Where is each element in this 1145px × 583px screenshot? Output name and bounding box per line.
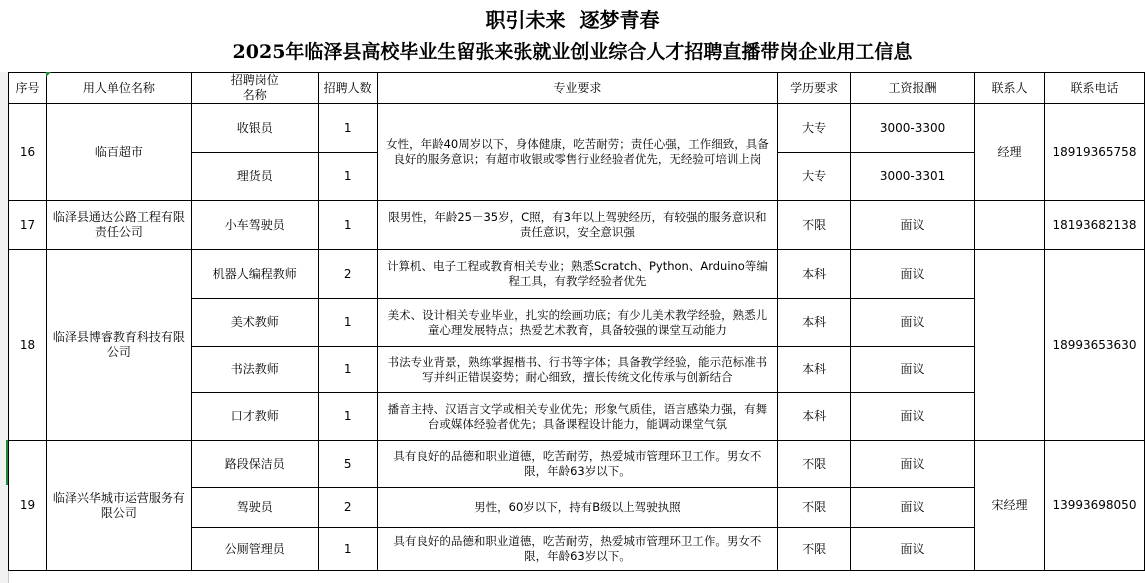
cell-position[interactable]: 书法教师 bbox=[191, 347, 318, 393]
cell-requirement[interactable]: 具有良好的品德和职业道德，吃苦耐劳，热爱城市管理环卫工作。男女不限，年龄63岁以下。 bbox=[377, 528, 778, 571]
sheet-title: 职引未来 逐梦青春 bbox=[485, 8, 660, 32]
cell-requirement[interactable]: 男性，60岁以下，持有B级以上驾驶执照 bbox=[377, 488, 778, 528]
cell-no[interactable]: 18 bbox=[9, 250, 47, 441]
cell-position[interactable]: 小车驾驶员 bbox=[191, 201, 318, 250]
recruitment-table bbox=[8, 72, 1145, 571]
header-education[interactable]: 学历要求 bbox=[778, 73, 851, 104]
cell-count[interactable]: 1 bbox=[318, 201, 377, 250]
cell-count[interactable]: 1 bbox=[318, 347, 377, 393]
header-contact[interactable]: 联系人 bbox=[975, 73, 1045, 104]
header-company[interactable]: 用人单位名称 bbox=[46, 73, 191, 104]
cell-education[interactable]: 本科 bbox=[778, 250, 851, 299]
cell-education[interactable]: 本科 bbox=[778, 347, 851, 393]
cell-requirement[interactable]: 播音主持、汉语言文学或相关专业优先；形象气质佳，语言感染力强，有舞台或媒体经验者优先；具备课程设计能力，能调动课堂气氛 bbox=[377, 393, 778, 441]
cell-salary[interactable]: 面议 bbox=[851, 250, 975, 299]
cell-position[interactable]: 收银员 bbox=[191, 104, 318, 153]
header-requirements[interactable]: 专业要求 bbox=[377, 73, 778, 104]
cell-education[interactable]: 不限 bbox=[778, 528, 851, 571]
cell-position[interactable]: 路段保洁员 bbox=[191, 441, 318, 488]
cell-position[interactable]: 理货员 bbox=[191, 153, 318, 201]
cell-count[interactable]: 2 bbox=[318, 488, 377, 528]
cell-count[interactable]: 1 bbox=[318, 104, 377, 153]
cell-education[interactable]: 大专 bbox=[778, 104, 851, 153]
cell-position[interactable]: 机器人编程教师 bbox=[191, 250, 318, 299]
table-row bbox=[9, 104, 1145, 153]
cell-contact[interactable] bbox=[975, 201, 1045, 250]
cell-no[interactable]: 16 bbox=[9, 104, 47, 201]
cell-company[interactable]: 临百超市 bbox=[46, 104, 191, 201]
cell-company[interactable]: 临泽兴华城市运营服务有限公司 bbox=[46, 441, 191, 571]
cell-phone[interactable]: 13993698050 bbox=[1044, 441, 1144, 571]
cell-salary[interactable]: 面议 bbox=[851, 441, 975, 488]
cell-position[interactable]: 美术教师 bbox=[191, 299, 318, 347]
cell-company[interactable]: 临泽县通达公路工程有限责任公司 bbox=[46, 201, 191, 250]
cell-requirement[interactable]: 女性，年龄40周岁以下，身体健康，吃苦耐劳；责任心强，工作细致，具备良好的服务意识；有超市收银或零售行业经验者优先，无经验可培训上岗 bbox=[377, 104, 778, 201]
cell-contact[interactable]: 宋经理 bbox=[975, 441, 1045, 571]
cell-position[interactable]: 公厕管理员 bbox=[191, 528, 318, 571]
cell-salary[interactable]: 3000-3300 bbox=[851, 104, 975, 153]
cell-no[interactable]: 19 bbox=[9, 441, 47, 571]
cell-phone[interactable]: 18919365758 bbox=[1044, 104, 1144, 201]
cell-salary[interactable]: 面议 bbox=[851, 201, 975, 250]
table-row bbox=[9, 250, 1145, 299]
header-row bbox=[9, 73, 1145, 104]
cell-contact[interactable] bbox=[975, 250, 1045, 441]
cell-requirement[interactable]: 书法专业背景，熟练掌握楷书、行书等字体；具备教学经验，能示范标准书写并纠正错误姿势；耐心细致，擅长传统文化传承与创新结合 bbox=[377, 347, 778, 393]
table-body bbox=[9, 104, 1145, 571]
cell-requirement[interactable]: 限男性，年龄25－35岁，C照，有3年以上驾驶经历，有较强的服务意识和责任意识，安全意识强 bbox=[377, 201, 778, 250]
cell-requirement[interactable]: 美术、设计相关专业毕业，扎实的绘画功底；有少儿美术教学经验，熟悉儿童心理发展特点；热爱艺术教育，具备较强的课堂互动能力 bbox=[377, 299, 778, 347]
header-position[interactable] bbox=[191, 73, 318, 104]
cell-comment-marker bbox=[46, 72, 51, 77]
cell-count[interactable]: 2 bbox=[318, 250, 377, 299]
cell-company[interactable]: 临泽县博睿教育科技有限公司 bbox=[46, 250, 191, 441]
table-row bbox=[9, 201, 1145, 250]
cell-salary[interactable]: 面议 bbox=[851, 299, 975, 347]
sheet-subtitle: 2025年临泽县高校毕业生留张来张就业创业综合人才招聘直播带岗企业用工信息 bbox=[232, 41, 913, 63]
cell-no[interactable]: 17 bbox=[9, 201, 47, 250]
cell-contact[interactable]: 经理 bbox=[975, 104, 1045, 201]
header-phone[interactable]: 联系电话 bbox=[1044, 73, 1144, 104]
cell-count[interactable]: 1 bbox=[318, 528, 377, 571]
cell-education[interactable]: 不限 bbox=[778, 201, 851, 250]
cell-position[interactable]: 驾驶员 bbox=[191, 488, 318, 528]
cell-education[interactable]: 本科 bbox=[778, 299, 851, 347]
cell-count[interactable]: 1 bbox=[318, 153, 377, 201]
cell-requirement[interactable]: 计算机、电子工程或教育相关专业；熟悉Scratch、Python、Arduino等编程工具，有教学经验者优先 bbox=[377, 250, 778, 299]
cell-phone[interactable]: 18993653630 bbox=[1044, 250, 1144, 441]
cell-count[interactable]: 1 bbox=[318, 299, 377, 347]
header-salary[interactable]: 工资报酬 bbox=[851, 73, 975, 104]
cell-phone[interactable]: 18193682138 bbox=[1044, 201, 1144, 250]
cell-count[interactable]: 1 bbox=[318, 393, 377, 441]
cell-education[interactable]: 不限 bbox=[778, 441, 851, 488]
cell-requirement[interactable]: 具有良好的品德和职业道德，吃苦耐劳，热爱城市管理环卫工作。男女不限，年龄63岁以下。 bbox=[377, 441, 778, 488]
cell-salary[interactable]: 3000-3301 bbox=[851, 153, 975, 201]
table-row bbox=[9, 441, 1145, 488]
header-no[interactable]: 序号 bbox=[9, 73, 47, 104]
cell-position[interactable]: 口才教师 bbox=[191, 393, 318, 441]
cell-salary[interactable]: 面议 bbox=[851, 393, 975, 441]
cell-education[interactable]: 大专 bbox=[778, 153, 851, 201]
cell-education[interactable]: 本科 bbox=[778, 393, 851, 441]
header-position-label: 招聘岗位 名称 bbox=[230, 73, 279, 102]
cell-count[interactable]: 5 bbox=[318, 441, 377, 488]
cell-salary[interactable]: 面议 bbox=[851, 528, 975, 571]
cell-education[interactable]: 不限 bbox=[778, 488, 851, 528]
header-count[interactable]: 招聘人数 bbox=[318, 73, 377, 104]
cell-salary[interactable]: 面议 bbox=[851, 488, 975, 528]
cell-salary[interactable]: 面议 bbox=[851, 347, 975, 393]
